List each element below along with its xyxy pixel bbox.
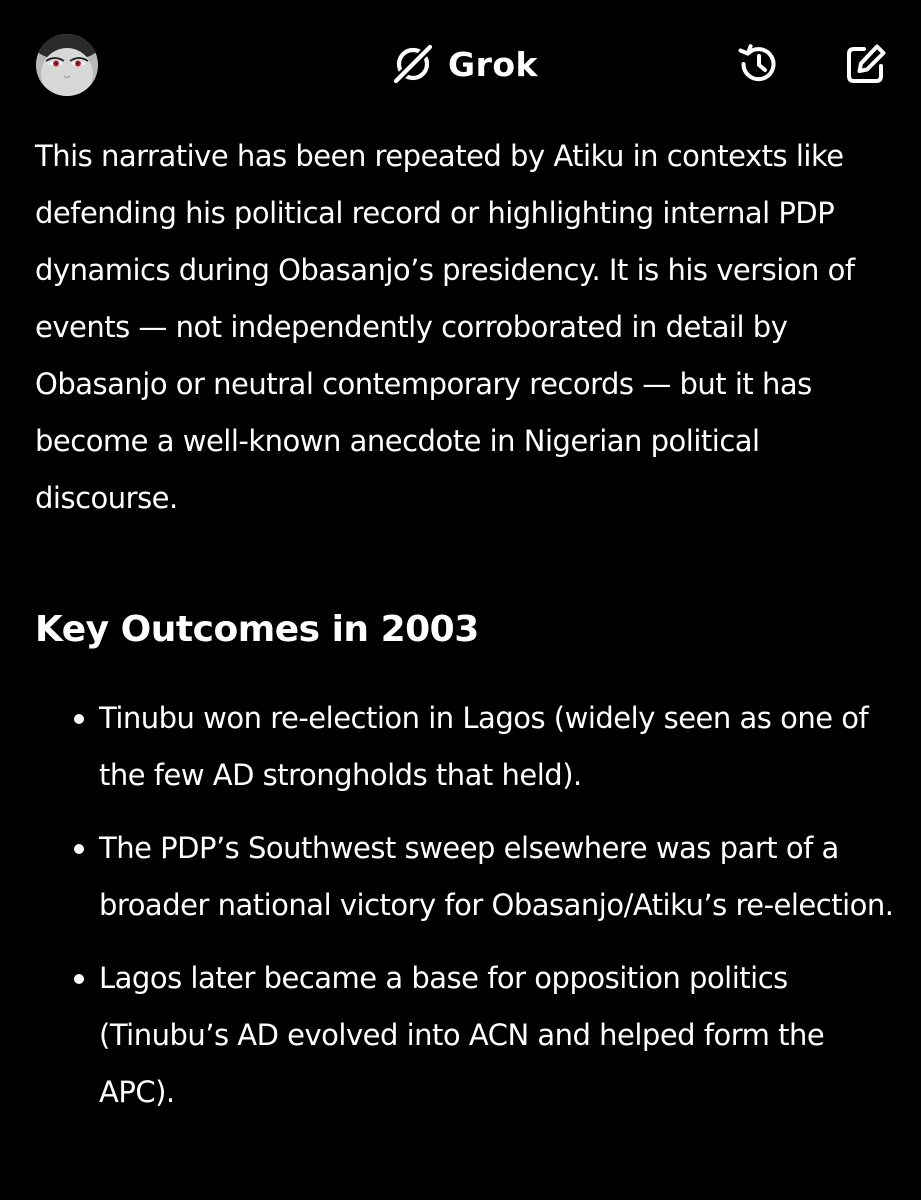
avatar-image — [36, 34, 98, 96]
app-title: Grok — [448, 44, 538, 84]
bullet-dot-icon — [74, 974, 84, 984]
response-content — [35, 128, 895, 1109]
outcomes-list — [35, 690, 895, 1137]
list-item — [35, 950, 895, 1121]
list-item-text: Lagos later became a base for opposition politics (Tinubu’s AD evolved into ACN and helped form the APC). — [99, 961, 825, 1109]
new-chat-button[interactable] — [842, 40, 890, 88]
brand — [392, 40, 538, 88]
list-item — [35, 820, 895, 934]
list-item-text: Tinubu won re-election in Lagos (widely seen as one of the few AD strongholds that held). — [99, 701, 869, 792]
user-avatar[interactable] — [36, 34, 98, 96]
list-item — [35, 690, 895, 804]
top-bar — [0, 0, 921, 130]
new-chat-edit-icon — [842, 40, 890, 88]
list-item-text: The PDP’s Southwest sweep elsewhere was part of a broader national victory for Obasanjo/Atiku’s re-election. — [99, 831, 894, 922]
history-button[interactable] — [734, 40, 782, 88]
section-heading: Key Outcomes in 2003 — [35, 609, 479, 650]
grok-logo-icon — [392, 43, 434, 85]
history-icon — [734, 40, 782, 88]
response-paragraph: This narrative has been repeated by Atiku in contexts like defending his political record or highlighting internal PDP dynamics during Obasanjo’s presidency. It is his version of events — not independently corroborated in detail by Obasanjo or neutral contemporary records — but it has become a well-known anecdote in Nigerian political discourse. — [35, 139, 855, 515]
bullet-dot-icon — [74, 714, 84, 724]
bullet-dot-icon — [74, 844, 84, 854]
